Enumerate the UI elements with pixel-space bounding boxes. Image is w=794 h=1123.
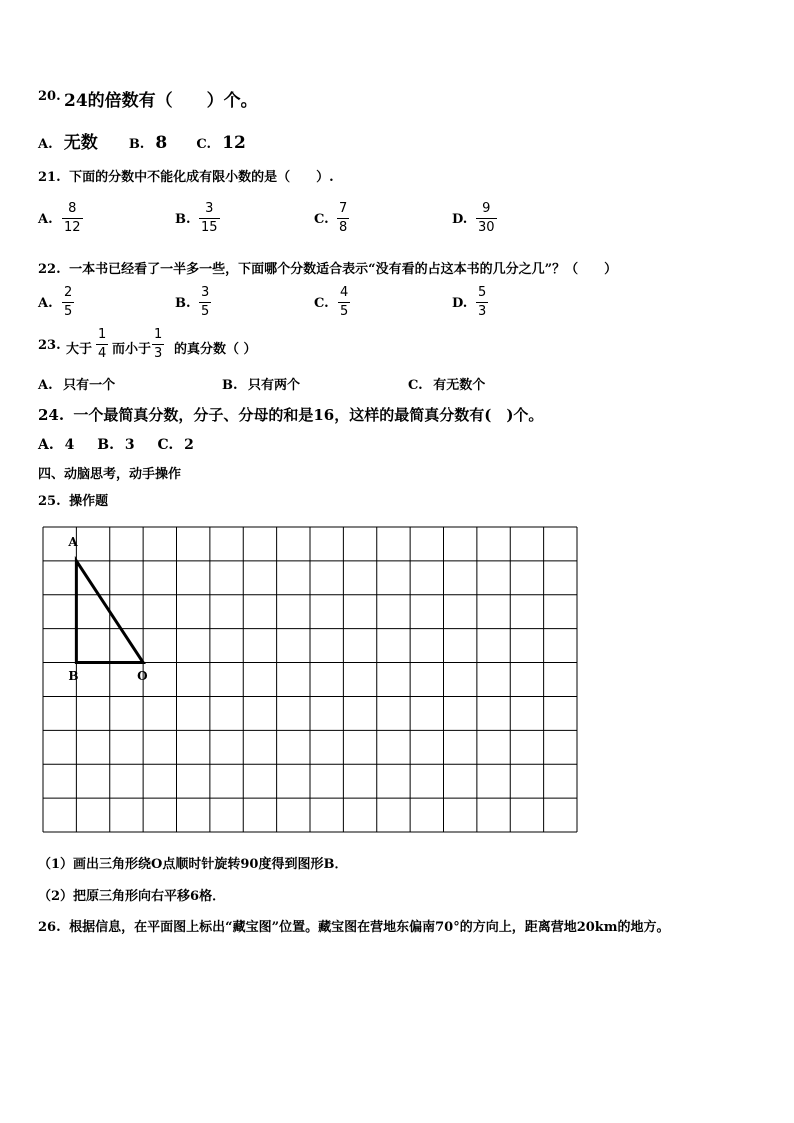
- q22-option-a-letter: A.: [38, 296, 53, 311]
- q25-text: 操作题: [69, 494, 109, 509]
- option-letter: B.: [222, 378, 238, 393]
- option-text: 只有一个: [63, 378, 116, 393]
- q25-sub-question-2: （2）把原三角形向右平移6格．: [38, 889, 226, 904]
- q26-text: 根据信息，在平面图上标出“藏宝图”位置。藏宝图在营地东偏南70°的方向上，距离营地20km的地方。: [69, 920, 670, 935]
- q23-post: 的真分数（ ）: [174, 342, 257, 357]
- fraction-numerator: 7: [339, 201, 348, 216]
- q22-option-d-letter: D.: [452, 296, 468, 311]
- point-label-a: A: [68, 534, 78, 549]
- fraction-denominator: 3: [478, 304, 487, 319]
- q25-question: [38, 490, 108, 509]
- fraction-numerator: 2: [64, 285, 73, 300]
- q20-options: [38, 128, 246, 153]
- q20-option-b-text: 8: [155, 133, 168, 153]
- q24-option-b-text: 3: [124, 437, 135, 453]
- fraction-denominator: 15: [201, 220, 218, 235]
- fraction-bar: [199, 218, 220, 219]
- q20-option-a-letter: A.: [38, 137, 53, 152]
- q23-option-a: [38, 374, 115, 393]
- q24-question: [38, 404, 543, 425]
- fraction-numerator: 3: [201, 285, 210, 300]
- option-text: 有无数个: [433, 378, 486, 393]
- q22-option-b-letter: B.: [175, 296, 191, 311]
- fraction-bar: [96, 344, 108, 345]
- fraction-denominator: 5: [201, 304, 210, 319]
- q20-text: 24的倍数有（ ）个。: [64, 91, 258, 111]
- fraction-bar: [199, 302, 211, 303]
- section-4-title: 四、动脑思考，动手操作: [38, 467, 182, 482]
- fraction-numerator: 1: [154, 327, 163, 342]
- fraction-bar: [62, 302, 74, 303]
- q22-option-c-fraction: [338, 285, 350, 319]
- fraction-bar: [152, 344, 164, 345]
- fraction-bar: [476, 302, 488, 303]
- q22-option-c-letter: C.: [314, 296, 329, 311]
- q21-option-d-fraction: [476, 201, 497, 235]
- q22-number: 22.: [38, 262, 61, 277]
- fraction-denominator: 12: [64, 220, 81, 235]
- fraction-bar: [62, 218, 83, 219]
- fraction-numerator: 9: [482, 201, 491, 216]
- q21-text: 下面的分数中不能化成有限小数的是（ ）.: [69, 170, 334, 185]
- q23-mid: 而小于: [112, 342, 152, 357]
- q21-option-d-letter: D.: [452, 212, 468, 227]
- q21-option-b-fraction: [199, 201, 220, 235]
- fraction-denominator: 5: [340, 304, 349, 319]
- q22-option-b-fraction: [199, 285, 211, 319]
- q22-option-a-fraction: [62, 285, 74, 319]
- fraction-numerator: 5: [478, 285, 487, 300]
- q21-option-c-fraction: [337, 201, 349, 235]
- fraction-denominator: 5: [64, 304, 73, 319]
- q21-option-b-letter: B.: [175, 212, 191, 227]
- q22-option-d-fraction: [476, 285, 488, 319]
- q23-fraction-2: [152, 327, 164, 361]
- q24-option-c-letter: C.: [157, 437, 174, 453]
- q22-text: 一本书已经看了一半多一些，下面哪个分数适合表示“没有看的占这本书的几分之几”？（ ）: [69, 262, 618, 277]
- fraction-numerator: 1: [98, 327, 107, 342]
- fraction-numerator: 4: [340, 285, 349, 300]
- q24-text: 一个最简真分数，分子、分母的和是16，这样的最简真分数有( )个。: [73, 406, 544, 424]
- q24-option-b-letter: B.: [97, 437, 114, 453]
- fraction-denominator: 8: [339, 220, 348, 235]
- q24-option-a-text: 4: [64, 437, 75, 453]
- q21-number: 21.: [38, 170, 61, 185]
- q23-option-c: [408, 374, 485, 393]
- q24-options: [38, 437, 194, 453]
- q22-question: [38, 258, 617, 277]
- fraction-numerator: 3: [205, 201, 214, 216]
- q25-number: 25.: [38, 494, 61, 509]
- q23-fraction-1: [96, 327, 108, 361]
- option-text: 只有两个: [248, 378, 301, 393]
- q24-option-a-letter: A.: [38, 437, 54, 453]
- q20-number: 20.: [38, 89, 61, 104]
- point-label-b: B: [68, 668, 79, 683]
- option-letter: A.: [38, 378, 53, 393]
- q20-option-b-letter: B.: [128, 137, 145, 152]
- fraction-bar: [337, 218, 349, 219]
- q20-option-a-text: 无数: [63, 133, 98, 153]
- q25-sub-question-1: （1）画出三角形绕O点顺时针旋转90度得到图形B．: [38, 857, 348, 872]
- q20-option-c-text: 12: [222, 133, 246, 153]
- q20-option-c-letter: C.: [196, 137, 212, 152]
- q23-option-b: [222, 374, 300, 393]
- fraction-denominator: 4: [98, 346, 107, 361]
- fraction-denominator: 30: [478, 220, 495, 235]
- q21-option-a-fraction: [62, 201, 83, 235]
- point-label-o: O: [137, 668, 148, 683]
- option-letter: C.: [408, 378, 423, 393]
- q24-number: 24.: [38, 406, 65, 424]
- q24-option-c-text: 2: [184, 437, 194, 453]
- q26-question: [38, 916, 670, 935]
- fraction-bar: [338, 302, 350, 303]
- q23-pre: 大于: [66, 342, 93, 357]
- q23-number: 23.: [38, 338, 61, 353]
- fraction-numerator: 8: [68, 201, 77, 216]
- q26-number: 26.: [38, 920, 61, 935]
- q25-square-grid: [42, 526, 578, 833]
- q21-question: [38, 166, 334, 185]
- q21-option-c-letter: C.: [314, 212, 329, 227]
- fraction-denominator: 3: [154, 346, 163, 361]
- fraction-bar: [476, 218, 497, 219]
- q21-option-a-letter: A.: [38, 212, 53, 227]
